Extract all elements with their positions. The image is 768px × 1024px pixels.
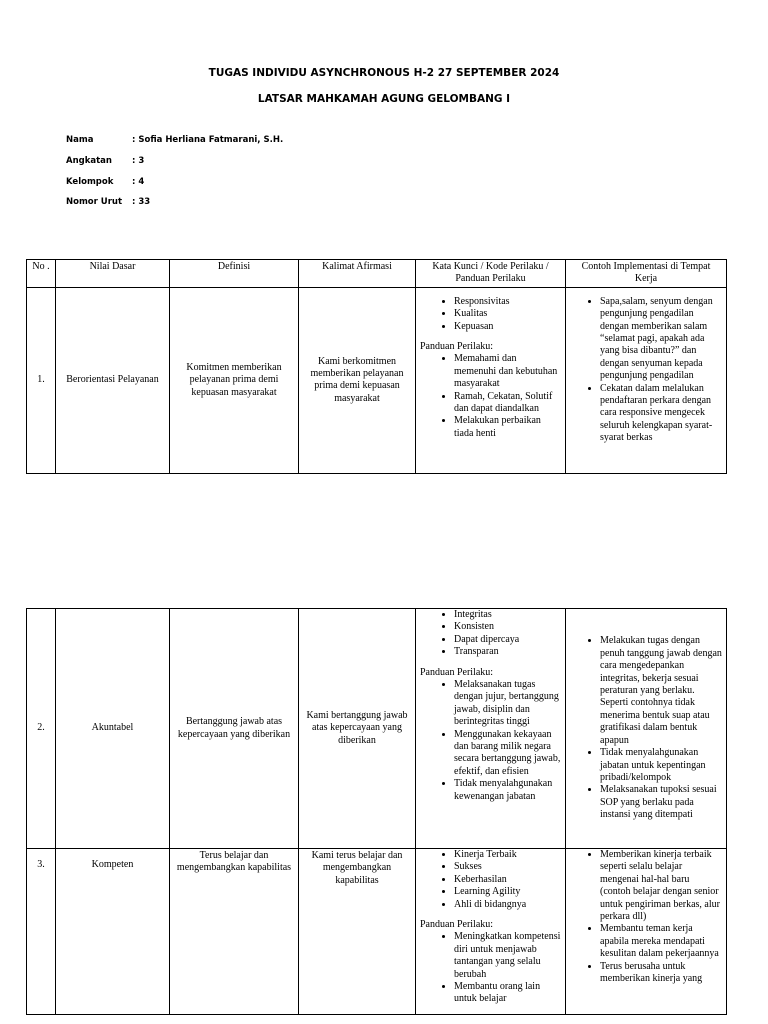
row-number: 2. — [27, 609, 56, 849]
list-item: • Ramah, Cekatan, Solutif dan dapat diandalkan — [454, 391, 561, 416]
info-label: Angkatan — [66, 155, 112, 166]
list-item: • Memberikan kinerja terbaik seperti selalu belajar mengenai hal-hal baru (contoh belajar dengan senior untuk pengiriman berkas, alur perkara dll) — [600, 849, 722, 923]
panduan-label: Panduan Perilaku: — [420, 341, 494, 353]
list-item: • Memahami dan memenuhi dan kebutuhan masyarakat — [454, 353, 561, 390]
info-label: Kelompok — [66, 176, 114, 187]
keyword-list — [420, 849, 561, 911]
list-item: • Ahli di bidangnya — [454, 899, 561, 911]
kalimat-cell: Kami berkomitmen memberikan pelayanan prima demi kepuasan masyarakat — [299, 287, 416, 473]
list-item: • Konsisten — [454, 621, 561, 633]
nilai-dasar-cell: Akuntabel — [56, 609, 170, 849]
list-item: • Melakukan perbaikan tiada henti — [454, 415, 561, 440]
kalimat-cell: Kami bertanggung jawab atas kepercayaan yang diberikan — [299, 609, 416, 849]
list-item: • Integritas — [454, 609, 561, 621]
list-item: • Cekatan dalam melalukan pendaftaran perkara dengan cara responsive mengecek seluruh kelengkapan syarat-syarat berkas — [600, 383, 722, 445]
identity-block — [66, 135, 283, 218]
kata-kunci-cell — [416, 287, 566, 473]
table-row — [27, 849, 727, 1015]
document-subtitle: LATSAR MAHKAMAH AGUNG GELOMBANG I — [257, 93, 511, 105]
nilai-dasar-cell: Berorientasi Pelayanan — [56, 287, 170, 473]
list-item: • Tidak menyalahgunakan jabatan untuk kepentingan pribadi/kelompok — [600, 747, 722, 784]
list-item: • Terus berusaha untuk memberikan kinerja yang — [600, 961, 722, 986]
values-table-part-2 — [26, 608, 727, 1015]
contoh-cell — [566, 287, 727, 473]
info-row-nomor-urut — [66, 197, 283, 218]
info-row-angkatan — [66, 156, 283, 177]
list-item: • Melaksanakan tugas dengan jujur, bertanggung jawab, disiplin dan berintegritas tinggi — [454, 679, 561, 729]
nilai-dasar-cell: Kompeten — [56, 849, 170, 1015]
kata-kunci-cell — [416, 609, 566, 849]
list-item: • Menggunakan kekayaan dan barang milik negara secara bertanggung jawab, efektif, dan efisien — [454, 729, 561, 779]
info-value: : 33 — [132, 197, 151, 208]
values-table-part-1 — [26, 259, 727, 474]
keyword-list — [420, 296, 561, 333]
example-list — [570, 296, 722, 445]
header-no: No . — [27, 260, 56, 288]
header-nilai-dasar: Nilai Dasar — [56, 260, 170, 288]
document-title: TUGAS INDIVIDU ASYNCHRONOUS H-2 27 SEPTEMBER 2024 — [208, 67, 560, 79]
list-item: • Sapa,salam, senyum dengan pengunjung pengadilan dengan memberikan salam “selamat pagi, apakah ada yang bisa dibantu?” dan dengan senyuman kepada pengunjung pengadilan — [600, 296, 722, 383]
info-row-kelompok — [66, 177, 283, 198]
list-item: • Kepuasan — [454, 321, 561, 333]
list-item: • Kualitas — [454, 308, 561, 320]
list-item: • Learning Agility — [454, 886, 561, 898]
info-label: Nomor Urut — [66, 197, 123, 208]
list-item: • Membantu orang lain untuk belajar — [454, 981, 561, 1006]
info-label: Nama — [66, 135, 94, 145]
info-value: : Sofia Herliana Fatmarani, S.H. — [132, 135, 284, 145]
guideline-list — [420, 353, 561, 440]
header-kalimat-afirmasi: Kalimat Afirmasi — [299, 260, 416, 288]
guideline-list — [420, 679, 561, 803]
list-item: • Tidak menyalahgunakan kewenangan jabatan — [454, 778, 561, 803]
info-value: : 3 — [132, 155, 145, 166]
panduan-label: Panduan Perilaku: — [420, 919, 494, 931]
kata-kunci-cell — [416, 849, 566, 1015]
definisi-cell: Terus belajar dan mengembangkan kapabilitas — [170, 849, 299, 1015]
info-value: : 4 — [132, 176, 145, 187]
list-item: • Keberhasilan — [454, 874, 561, 886]
list-item: • Responsivitas — [454, 296, 561, 308]
list-item: • Dapat dipercaya — [454, 634, 561, 646]
list-item: • Meningkatkan kompetensi diri untuk menjawab tantangan yang selalu berubah — [454, 931, 561, 981]
contoh-cell — [566, 609, 727, 849]
list-item: • Transparan — [454, 646, 561, 658]
info-row-nama — [66, 135, 283, 156]
header-contoh: Contoh Implementasi di Tempat Kerja — [566, 260, 727, 288]
table-header-row — [27, 260, 727, 288]
list-item: • Sukses — [454, 861, 561, 873]
keyword-list — [420, 609, 561, 659]
panduan-label: Panduan Perilaku: — [420, 666, 494, 678]
header-definisi: Definisi — [170, 260, 299, 288]
list-item: • Melakukan tugas dengan penuh tanggung jawab dengan cara mengedepankan integritas, bekerja sesuai peraturan yang berlaku. Seperti contohnya tidak menerima bentuk suap atau gratifikasi dalam bentuk apapun — [600, 635, 722, 747]
guideline-list — [420, 931, 561, 1005]
row-number: 1. — [27, 287, 56, 473]
list-item: • Kinerja Terbaik — [454, 849, 561, 861]
contoh-cell — [566, 849, 727, 1015]
definisi-cell: Bertanggung jawab atas kepercayaan yang diberikan — [170, 609, 299, 849]
list-item: • Membantu teman kerja apabila mereka mendapati kesulitan dalam pekerjaannya — [600, 923, 722, 960]
table-row — [27, 287, 727, 473]
row-number: 3. — [27, 849, 56, 1015]
table-row — [27, 609, 727, 849]
kalimat-cell: Kami terus belajar dan mengembangkan kapabilitas — [299, 849, 416, 1015]
list-item: • Melaksanakan tupoksi sesuai SOP yang berlaku pada instansi yang ditempati — [600, 784, 722, 821]
example-list — [570, 849, 722, 985]
example-list — [570, 635, 722, 821]
definisi-cell: Komitmen memberikan pelayanan prima demi kepuasan masyarakat — [170, 287, 299, 473]
header-kata-kunci: Kata Kunci / Kode Perilaku / Panduan Perilaku — [416, 260, 566, 288]
